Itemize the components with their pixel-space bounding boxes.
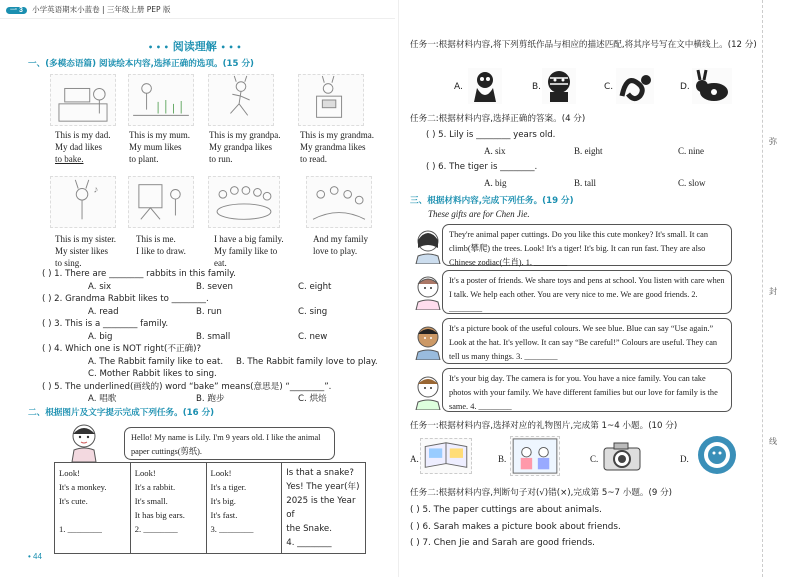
page-gutter — [398, 0, 399, 577]
q1-options — [42, 281, 331, 294]
picture-book-gift-image — [420, 438, 472, 474]
margin-seal-char-2: 封 — [769, 287, 777, 296]
rq6-option-b[interactable]: B. tall — [574, 178, 596, 188]
judge-list — [410, 502, 621, 552]
speech-bubble-1: They're animal paper cuttings. Do you like this cute monkey? It's small. It can climb(攀爬) the trees. Look! It's a tiger! It's big. It can run fast. They are also Chinese zodiac(生肖). 1. ________ — [442, 224, 732, 266]
q2-option-c[interactable]: C. sing — [298, 306, 328, 317]
margin-seal-char-1: 弥 — [769, 137, 777, 146]
speech-bubble-3: It's a picture book of the useful colours. We see blue. Blue can say “Use again.” Look at the hat. It's yellow. It can say “Be careful!” Colours are useful. They can tell us many things. 3. ________ — [442, 318, 732, 364]
tiger-paper-cutting-gift-image — [694, 434, 740, 476]
part3-intro: These gifts are for Chen Jie. — [428, 209, 530, 219]
speaker-2-avatar — [410, 272, 446, 310]
cut-label-d: D. — [680, 82, 690, 92]
gift-label-a: A. — [410, 454, 419, 464]
q5-options — [42, 393, 331, 406]
dad-bake-illustration — [50, 74, 116, 126]
q4-options-row1 — [42, 356, 378, 369]
part3-task2: 任务二:根据材料内容,判断句子对(√)错(×),完成第 5~7 小题。(9 分) — [410, 488, 673, 498]
cell-tiger: Look! It's a tiger. It's big. It's fast. 3. ________ — [206, 463, 282, 554]
header-divider — [0, 18, 395, 19]
grandpa-run-illustration — [208, 74, 274, 126]
speech-bubble-4: It's your big day. The camera is for you. You have a nice family. You can take photos with your family. We have different families but our love for family is the same. 4. ________ — [442, 368, 732, 412]
paper-cutting-table — [54, 462, 366, 554]
q4-option-a[interactable]: A. The Rabbit family like to eat. — [88, 356, 224, 367]
part2-heading: 二、根据图片及文字提示完成下列任务。(16 分) — [28, 408, 215, 418]
q2-option-b[interactable]: B. run — [196, 306, 222, 317]
q1-option-a[interactable]: A. six — [88, 281, 112, 292]
caption-grandma: This is my grandma. My grandma likes to read. — [300, 130, 374, 164]
margin-seal-char-3: 线 — [769, 437, 777, 446]
family-eat-illustration — [208, 176, 280, 228]
q3-option-b[interactable]: B. small — [196, 331, 231, 342]
svg-text:♪: ♪ — [93, 184, 99, 196]
q2-options — [42, 306, 331, 319]
blank-2[interactable]: 2. ________ — [134, 524, 178, 534]
caption-grandpa: This is my grandpa. My grandpa likes to run. — [209, 130, 281, 164]
snake-cutting-image — [616, 68, 654, 104]
seal-line — [762, 0, 763, 577]
q3-options — [42, 331, 331, 344]
me-draw-illustration — [128, 176, 194, 228]
question-5: ( ) 5. The underlined(画线的) word “bake” means(意思是) “________”. — [42, 381, 332, 392]
right-task1: 任务一:根据材料内容,将下列剪纸作品与相应的描述匹配,将其序号写在文中横线上。(12 分) — [410, 40, 757, 50]
series-title: 小学英语期末小蓝卷 | 三年级上册 PEP 版 — [32, 5, 171, 14]
question-1: ( ) 1. There are ________ rabbits in this family. — [42, 269, 236, 279]
rq6-option-a[interactable]: A. big — [484, 178, 507, 188]
speaker-3-avatar — [410, 322, 446, 360]
part3-task1: 任务一:根据材料内容,选择对应的礼物图片,完成第 1~4 小题。(10 分) — [410, 421, 678, 431]
lily-speech-bubble: Hello! My name is Lily. I'm 9 years old. I like the animal paper cuttings(剪纸). — [124, 427, 335, 460]
right-q5: ( ) 5. Lily is ________ years old. — [426, 130, 556, 140]
cell-rabbit: Look! It's a rabbit. It's small. It has big ears. 2. ________ — [130, 463, 206, 554]
rq5-option-a[interactable]: A. six — [484, 146, 506, 156]
question-3: ( ) 3. This is a ________ family. — [42, 319, 169, 329]
rq5-option-b[interactable]: B. eight — [574, 146, 603, 156]
camera-gift-image — [602, 440, 642, 472]
cut-label-c: C. — [604, 82, 614, 92]
blank-1[interactable]: 1. ________ — [59, 524, 102, 534]
judge-item-6: ( ) 6. Sarah makes a picture book about friends. — [410, 521, 621, 532]
part1-questions — [42, 268, 378, 406]
q4-option-b[interactable]: B. The Rabbit family love to play. — [236, 356, 378, 367]
q1-option-b[interactable]: B. seven — [196, 281, 233, 292]
q5-option-a[interactable]: A. 唱歌 — [88, 394, 117, 404]
caption-dad: This is my dad. My dad likes to bake. — [55, 130, 111, 164]
right-q6: ( ) 6. The tiger is ________. — [426, 162, 538, 172]
grandma-read-illustration — [298, 74, 364, 126]
cell-snake: Is that a snake? Yes! The year(年) 2025 is the Year of the Snake. 4. ________ — [282, 463, 366, 554]
caption-play: And my family love to play. — [313, 234, 368, 256]
section-title: • • • 阅读理解 • • • — [148, 40, 242, 53]
q4-option-c[interactable]: C. Mother Rabbit likes to sing. — [88, 369, 217, 379]
question-2: ( ) 2. Grandma Rabbit likes to ________. — [42, 294, 209, 304]
rabbit-cutting-image — [692, 68, 732, 104]
tiger-cutting-image — [542, 68, 576, 104]
gift-label-c: C. — [590, 454, 599, 464]
header-badge: 一 3 — [6, 7, 27, 14]
q5-option-c[interactable]: C. 烘焙 — [298, 394, 327, 404]
blank-4[interactable]: 4. ________ — [286, 538, 332, 548]
rq5-option-c[interactable]: C. nine — [678, 146, 704, 156]
lily-avatar — [64, 420, 104, 462]
mum-plant-illustration — [128, 74, 194, 126]
speech-bubble-2: It's a poster of friends. We share toys and pens at school. You listen with care when I talk. We help each other. You are very nice to me. We are good friends. 2. ________ — [442, 270, 732, 314]
page-header — [6, 4, 170, 15]
caption-sister: This is my sister. My sister likes to sing. — [55, 234, 117, 268]
q3-option-a[interactable]: A. big — [88, 331, 113, 342]
cut-label-b: B. — [532, 82, 542, 92]
q5-option-b[interactable]: B. 跑步 — [196, 394, 225, 404]
q3-option-c[interactable]: C. new — [298, 331, 328, 342]
cut-label-a: A. — [454, 82, 463, 92]
gift-label-b: B. — [498, 454, 507, 464]
speaker-1-avatar — [410, 226, 446, 264]
rq6-option-c[interactable]: C. slow — [678, 178, 706, 188]
monkey-cutting-image — [468, 68, 502, 104]
caption-mum: This is my mum. My mum likes to plant. — [129, 130, 191, 164]
family-play-illustration — [306, 176, 372, 228]
right-task2: 任务二:根据材料内容,选择正确的答案。(4 分) — [410, 114, 586, 124]
blank-3[interactable]: 3. ________ — [210, 524, 254, 534]
friends-poster-gift-image — [510, 436, 560, 476]
speaker-4-avatar — [410, 372, 446, 410]
caption-me: This is me. I like to draw. — [136, 234, 186, 256]
question-4: ( ) 4. Which one is NOT right(不正确)? — [42, 344, 202, 354]
judge-item-7: ( ) 7. Chen Jie and Sarah are good friends. — [410, 538, 595, 548]
part1-heading: 一、(多模态语篇) 阅读绘本内容,选择正确的选项。(15 分) — [28, 59, 254, 69]
judge-item-5: ( ) 5. The paper cuttings are about animals. — [410, 505, 602, 515]
cell-monkey: Look! It's a monkey. It's cute. 1. ________ — [55, 463, 131, 554]
caption-big-family: I have a big family. My family like to eat. — [214, 234, 284, 268]
page-number: • 44 — [28, 552, 42, 561]
q4-options-row2 — [42, 368, 331, 381]
q2-option-a[interactable]: A. read — [88, 306, 119, 317]
part3-heading: 三、根据材料内容,完成下列任务。(19 分) — [410, 196, 574, 206]
sister-sing-illustration — [50, 176, 116, 228]
gift-label-d: D. — [680, 454, 689, 464]
q1-option-c[interactable]: C. eight — [298, 281, 332, 292]
